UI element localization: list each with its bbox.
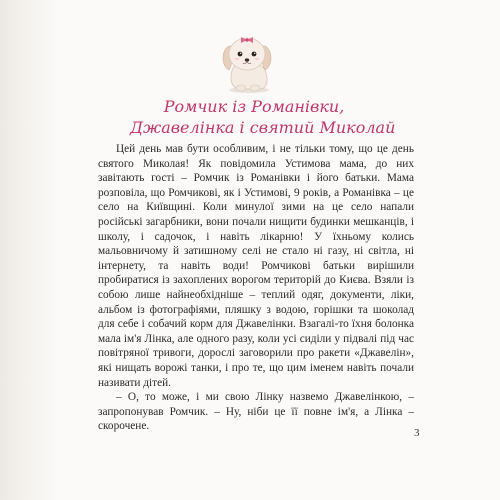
paragraph: Цей день мав бути особливим, і не тільки тому, що це день святого Миколая! Як повідомила Устимова мама, до них завітають гості – Ромчик із Романівки і його батьки. Мама розповіла, що Ромчикові, як і Устимові, 9 років, а Романівка – це село на Київщині. Коли минулої зими на це село напали російські загарбники, вони почали нищити будинки мешканців, і школу, і садочок, і навіть лікарню! У їхньому колись мальовничому й затишному селі не стало ні газу, ні світла, ні інтернету, та навіть води! Ромчикові батьки вирішили пробиратися із захоплених ворогом територій до Києва. Взяли із собою лише найнеобхідніше – теплий одяг, документи, ліки, альбом із фотографіями, пляшку з водою, горішки та шоколад для себе і собачий корм для Джавелінки. Взагалі-то їхня болонка мала ім'я Лінка, але одного разу, коли усі сиділи у підвалі під час повітряної тривоги, дорослі заговорили про ракети «Джавелін», які нищать ворожі танки, і про те, що цим іменем навіть почали називати дітей. [98, 143, 414, 389]
page-spine-shadow [0, 0, 60, 500]
page-number: 3 [414, 427, 420, 439]
paragraph: – О, то може, і ми свою Лінку назвемо Джавелінкою, – запропонував Ромчик. – Ну, ніби це її повне ім'я, а Лінка – скорочене. [98, 391, 414, 433]
chapter-title-line-2: Джавелінка і святий Миколай [130, 118, 396, 137]
puppy-illustration [215, 28, 279, 94]
story-text [98, 142, 414, 434]
chapter-title-line-1: Ромчик із Романівки, [163, 97, 345, 116]
chapter-title [130, 96, 396, 138]
